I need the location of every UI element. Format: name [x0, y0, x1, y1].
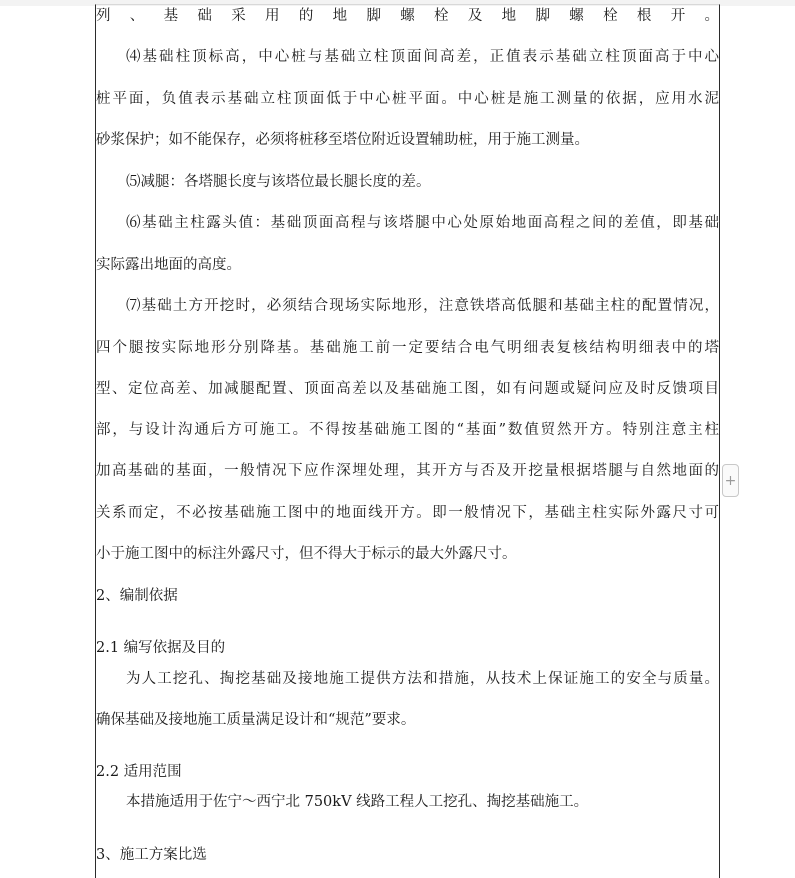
plus-icon: + — [724, 472, 737, 489]
body-line: 实际露出地面的高度。 — [96, 257, 241, 273]
body-line: 四个腿按实际地形分别降基。基础施工前一定要结合电气明细表复核结构明细表中的塔 — [96, 340, 719, 356]
body-line: ⑸减腿：各塔腿长度与该塔位最长腿长度的差。 — [126, 174, 431, 190]
section-heading: 2、编制依据 — [96, 588, 178, 604]
body-line: 部，与设计沟通后方可施工。不得按基础施工图的“基面”数值贸然开方。特别注意主柱 — [96, 422, 719, 438]
section-heading: 3、施工方案比选 — [96, 847, 207, 863]
body-line: 型、定位高差、加减腿配置、顶面高差以及基础施工图，如有问题或疑问应及时反馈项目 — [96, 381, 719, 397]
body-line: 小于施工图中的标注外露尺寸，但不得大于标示的最大外露尺寸。 — [96, 546, 517, 562]
body-line: 关系而定，不必按基础施工图中的地面线开方。即一般情况下，基础主柱实际外露尺寸可 — [96, 505, 719, 521]
body-line: ⑷基础柱顶标高，中心桩与基础立柱顶面间高差，正值表示基础立柱顶面高于中心 — [126, 49, 719, 65]
body-line: ⑺基础土方开挖时，必须结合现场实际地形，注意铁塔高低腿和基础主柱的配置情况， — [126, 298, 719, 314]
body-line: 砂浆保护；如不能保存，必须将桩移至塔位附近设置辅助桩，用于施工测量。 — [96, 132, 589, 148]
body-line: 本措施适用于佐宁～西宁北 750kV 线路工程人工挖孔、掏挖基础施工。 — [126, 794, 589, 810]
subsection-heading: 2.1 编写依据及目的 — [96, 640, 226, 656]
body-line: 列、基础采用的地脚螺栓及地脚螺栓根开。 — [96, 8, 719, 24]
body-line: 为人工挖孔、掏挖基础及接地施工提供方法和措施，从技术上保证施工的安全与质量。 — [126, 671, 719, 687]
subsection-heading: 2.2 适用范围 — [96, 764, 182, 780]
body-line: 确保基础及接地施工质量满足设计和“规范”要求。 — [96, 712, 416, 728]
body-line: 桩平面，负值表示基础立柱顶面低于中心桩平面。中心桩是施工测量的依据，应用水泥 — [96, 91, 719, 107]
add-row-button[interactable] — [722, 464, 739, 497]
body-line: 加高基础的基面，一般情况下应作深埋处理，其开方与否及开挖量根据塔腿与自然地面的 — [96, 463, 719, 479]
body-line: ⑹基础主柱露头值：基础顶面高程与该塔腿中心处原始地面高程之间的差值，即基础 — [126, 215, 719, 231]
